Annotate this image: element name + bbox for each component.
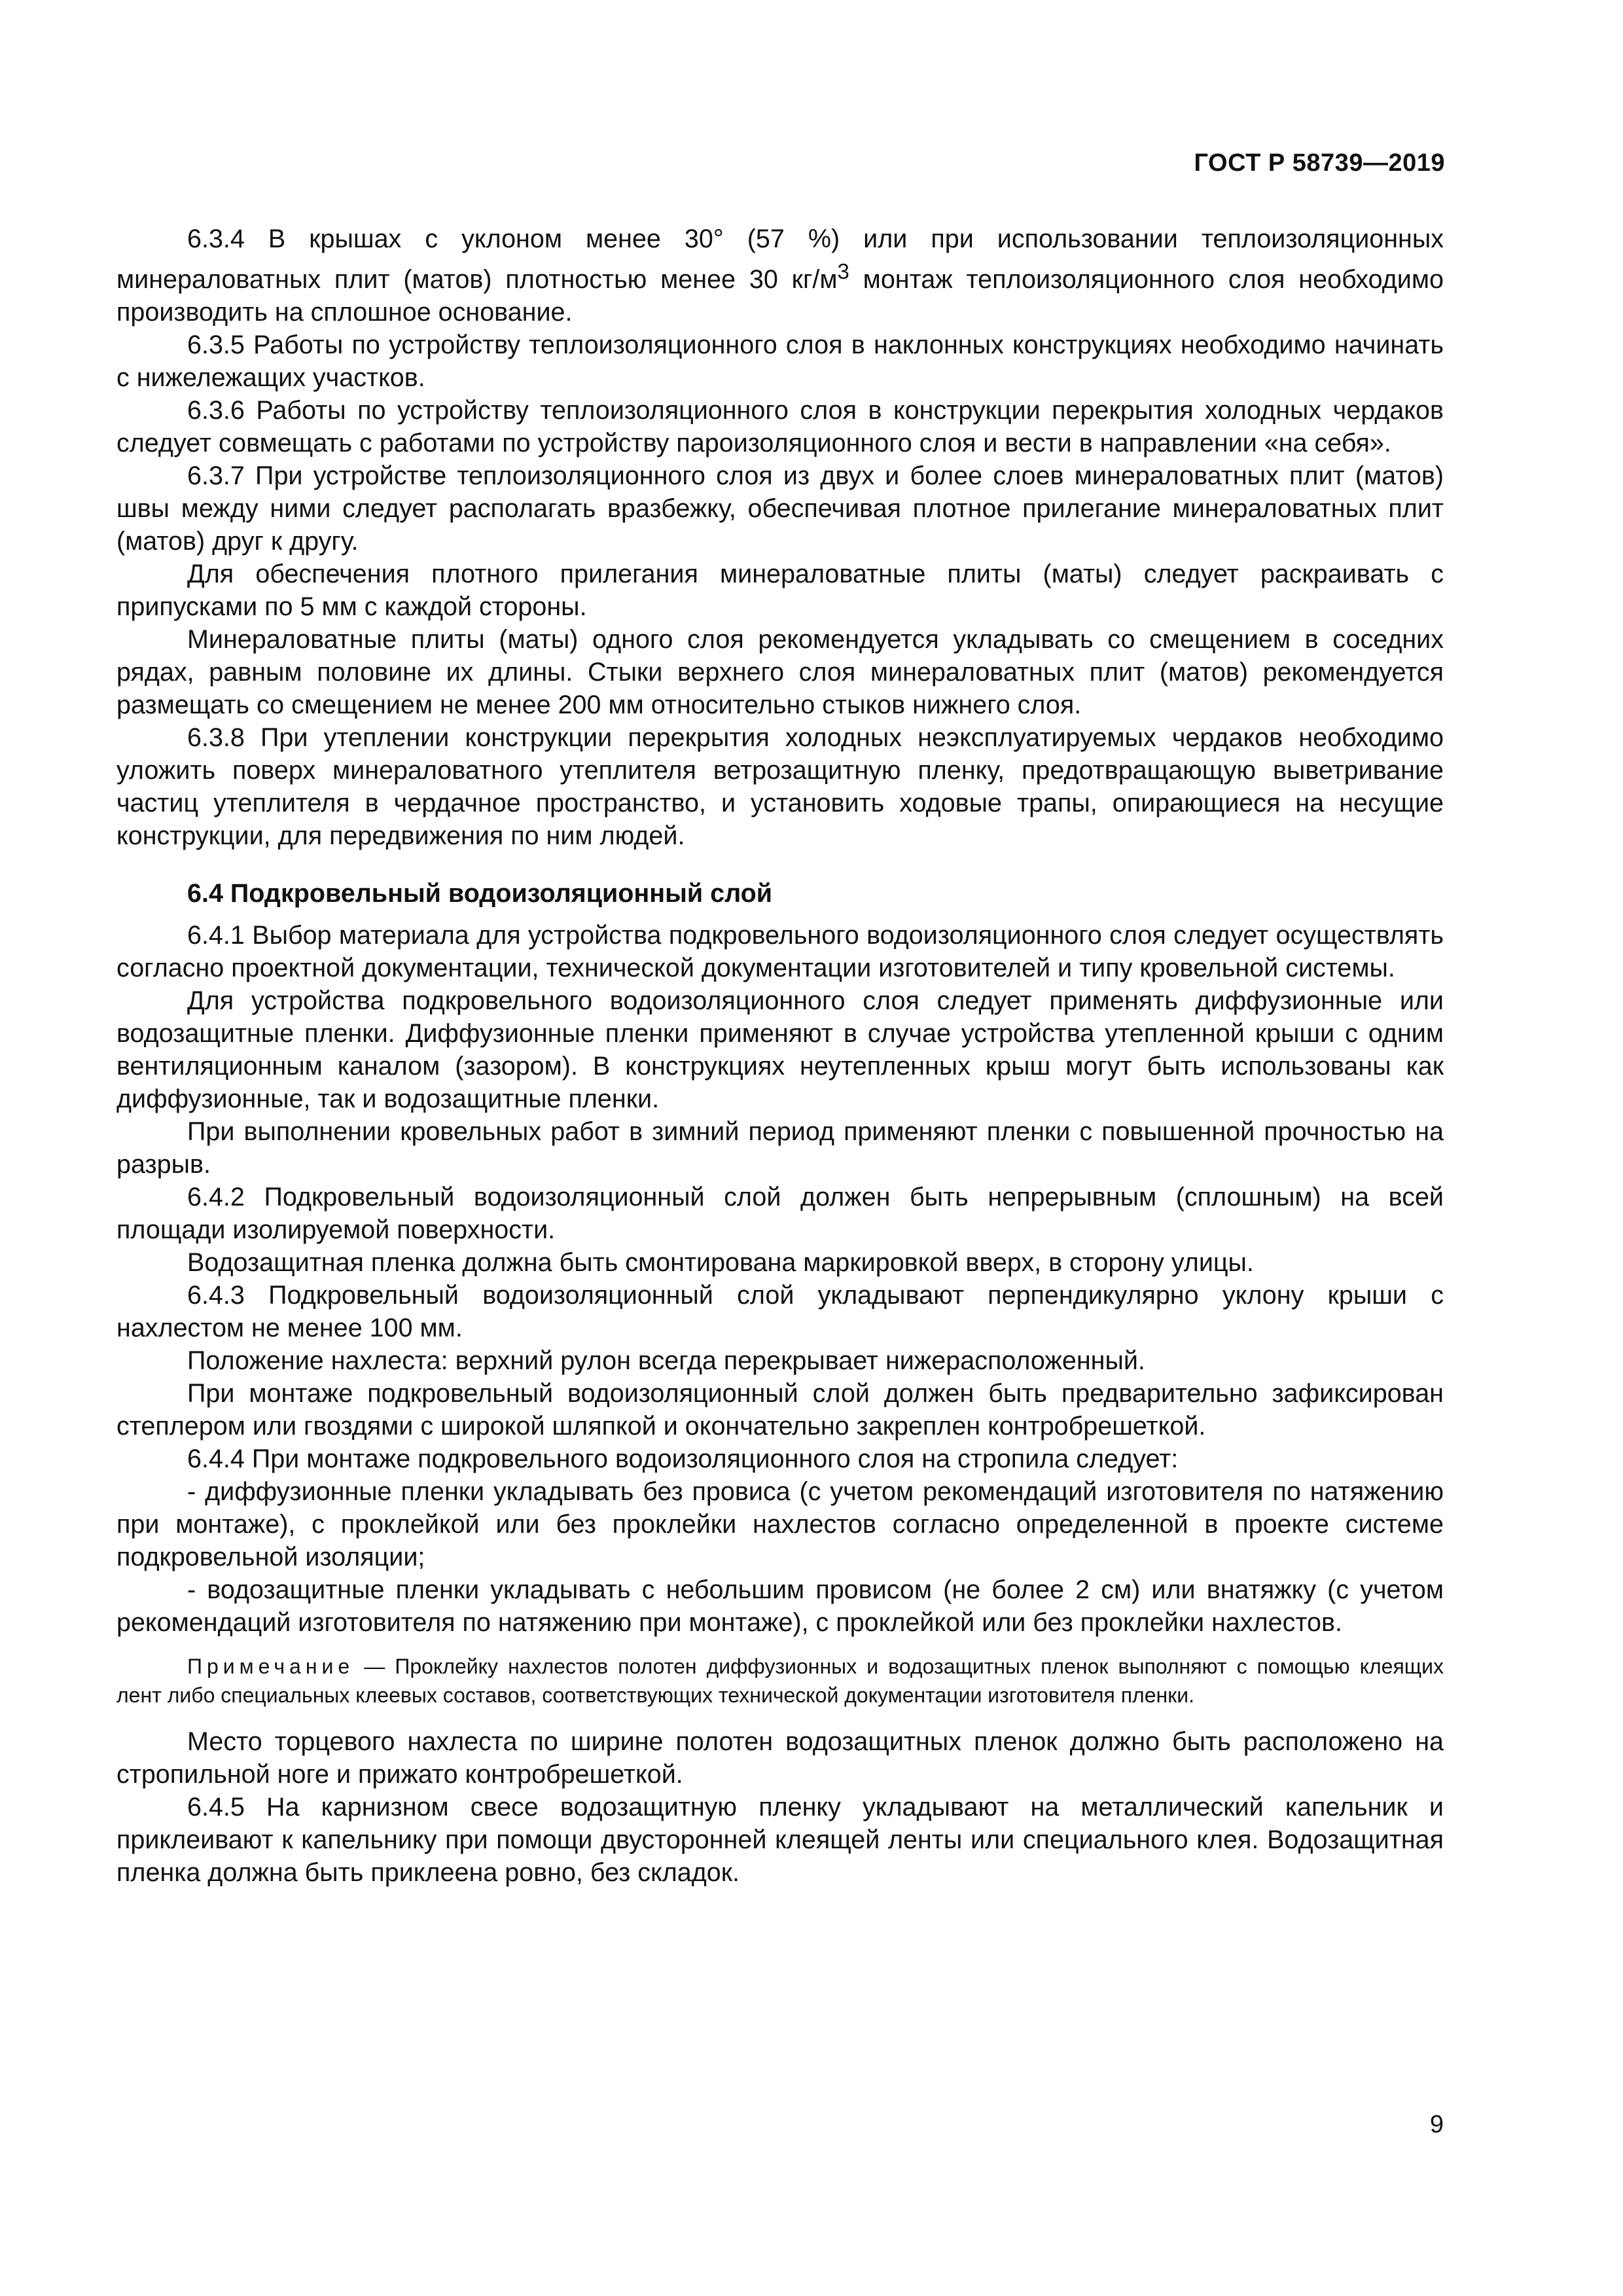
document-header (1194, 149, 1445, 177)
section-6-4-title: 6.4 Подкровельный водоизоляционный слой (187, 879, 773, 908)
paragraph-6-3-5: 6.3.5 Работы по устройству теплоизоляционного слоя в наклонных конструкциях необходимо начинать с нижележащих участков. (116, 331, 1444, 393)
paragraph-6-4-3-a: Положение нахлеста: верхний рулон всегда перекрывает нижерасположенный. (187, 1346, 1145, 1376)
paragraph-6-4-1-b: При выполнении кровельных работ в зимний период применяют пленки с повышенной прочностью на разрыв. (116, 1117, 1444, 1179)
paragraph-6-3-6: 6.3.6 Работы по устройству теплоизоляционного слоя в конструкции перекрытия холодных чердаков следует совмещать с работами по устройству пароизоляционного слоя и вести в направлении «на себя». (116, 396, 1444, 458)
paragraph-6-4-3-b: При монтаже подкровельный водоизоляционный слой должен быть предварительно зафиксирован степлером или гвоздями с широкой шляпкой и окончательно закреплен контробрешеткой. (116, 1379, 1444, 1441)
paragraph-6-3-7-b: Минераловатные плиты (маты) одного слоя рекомендуется укладывать со смещением в соседних рядах, равным половине их длины. Стыки верхнего слоя минераловатных плит (матов) рекомендуется размещать со смещением не менее 200 мм относительно стыков нижнего слоя. (116, 625, 1444, 720)
note-text: — Проклейку нахлестов полотен диффузионных и водозащитных пленок выполняют с помощью клеящих лент либо специальных клеевых составов, соответствующих технической документации изготовителя пленки. (116, 1655, 1444, 1708)
paragraph-6-3-8: 6.3.8 При утеплении конструкции перекрытия холодных неэксплуатируемых чердаков необходимо уложить поверх минераловатного утеплителя ветрозащитную пленку, предотвращающую выветривание частиц утеплителя в чердачное пространство, и установить ходовые трапы, опирающиеся на несущие конструкции, для передвижения по ним людей. (116, 723, 1444, 851)
paragraph-6-4-5: 6.4.5 На карнизном свесе водозащитную пленку укладывают на металлический капельник и приклеивают к капельнику при помощи двусторонней клеящей ленты или специального клея. Водозащитная пленка должна быть приклеена ровно, без складок. (116, 1793, 1444, 1888)
list-item-waterproof-films: - водозащитные пленки укладывать с небольшим провисом (не более 2 см) или внатяжку (с учетом рекомендаций изготовителя по натяжению при монтаже), с проклейкой или без проклейки нахлестов. (116, 1575, 1444, 1638)
list-item-diffusion-films: - диффузионные пленки укладывать без провиса (с учетом рекомендаций изготовителя по натяжению при монтаже), с проклейкой или без проклейки нахлестов согласно определенной в проекте системе подкровельной изоляции; (116, 1477, 1444, 1572)
page-number: 9 (1429, 2111, 1444, 2138)
superscript: 3 (837, 259, 849, 283)
document-body (116, 223, 1444, 1889)
note (116, 1652, 1444, 1710)
paragraph-6-4-2: 6.4.2 Подкровельный водоизоляционный слой должен быть непрерывным (сплошным) на всей площади изолируемой поверхности. (116, 1183, 1444, 1245)
paragraph-6-4-2-a: Водозащитная пленка должна быть смонтирована маркировкой вверх, в сторону улицы. (187, 1248, 1254, 1278)
paragraph-6-3-7: 6.3.7 При устройстве теплоизоляционного слоя из двух и более слоев минераловатных плит (матов) швы между ними следует располагать вразбежку, обеспечивая плотное прилегание минераловатных плит (матов) друг к другу. (116, 461, 1444, 556)
paragraph-6-4-4: 6.4.4 При монтаже подкровельного водоизоляционного слоя на стропила следует: (187, 1444, 1179, 1474)
paragraph-6-4-3: 6.4.3 Подкровельный водоизоляционный слой укладывают перпендикулярно уклону крыши с нахлестом не менее 100 мм. (116, 1281, 1444, 1343)
document-id: ГОСТ Р 58739—2019 (1194, 149, 1445, 177)
paragraph-6-4-1-a: Для устройства подкровельного водоизоляционного слоя следует применять диффузионные или водозащитные пленки. Диффузионные пленки применяют в случае устройства утепленной крыши с одним вентиляционным каналом (зазором). В конструкциях неутепленных крыш могут быть использованы как диффузионные, так и водозащитные пленки. (116, 986, 1444, 1114)
paragraph-6-4-4-after: Место торцевого нахлеста по ширине полотен водозащитных пленок должно быть расположено на стропильной ноге и прижато контробрешеткой. (116, 1727, 1444, 1789)
paragraph-6-4-1: 6.4.1 Выбор материала для устройства подкровельного водоизоляционного слоя следует осуществлять согласно проектной документации, технической документации изготовителей и типу кровельной системы. (116, 921, 1444, 983)
note-label: Примечание (187, 1655, 355, 1679)
paragraph-6-3-4: 6.3.4 В крышах с уклоном менее 30° (57 %) или при использовании теплоизоляционных минераловатных плит (матов) плотностью менее 30 $кг/м^3$ монтаж теплоизоляционного слоя необходимо производить на сплошное основание. (116, 224, 1444, 327)
paragraph-6-3-7-a: Для обеспечения плотного прилегания минераловатные плиты (маты) следует раскраивать с припусками по 5 мм с каждой стороны. (116, 560, 1444, 622)
